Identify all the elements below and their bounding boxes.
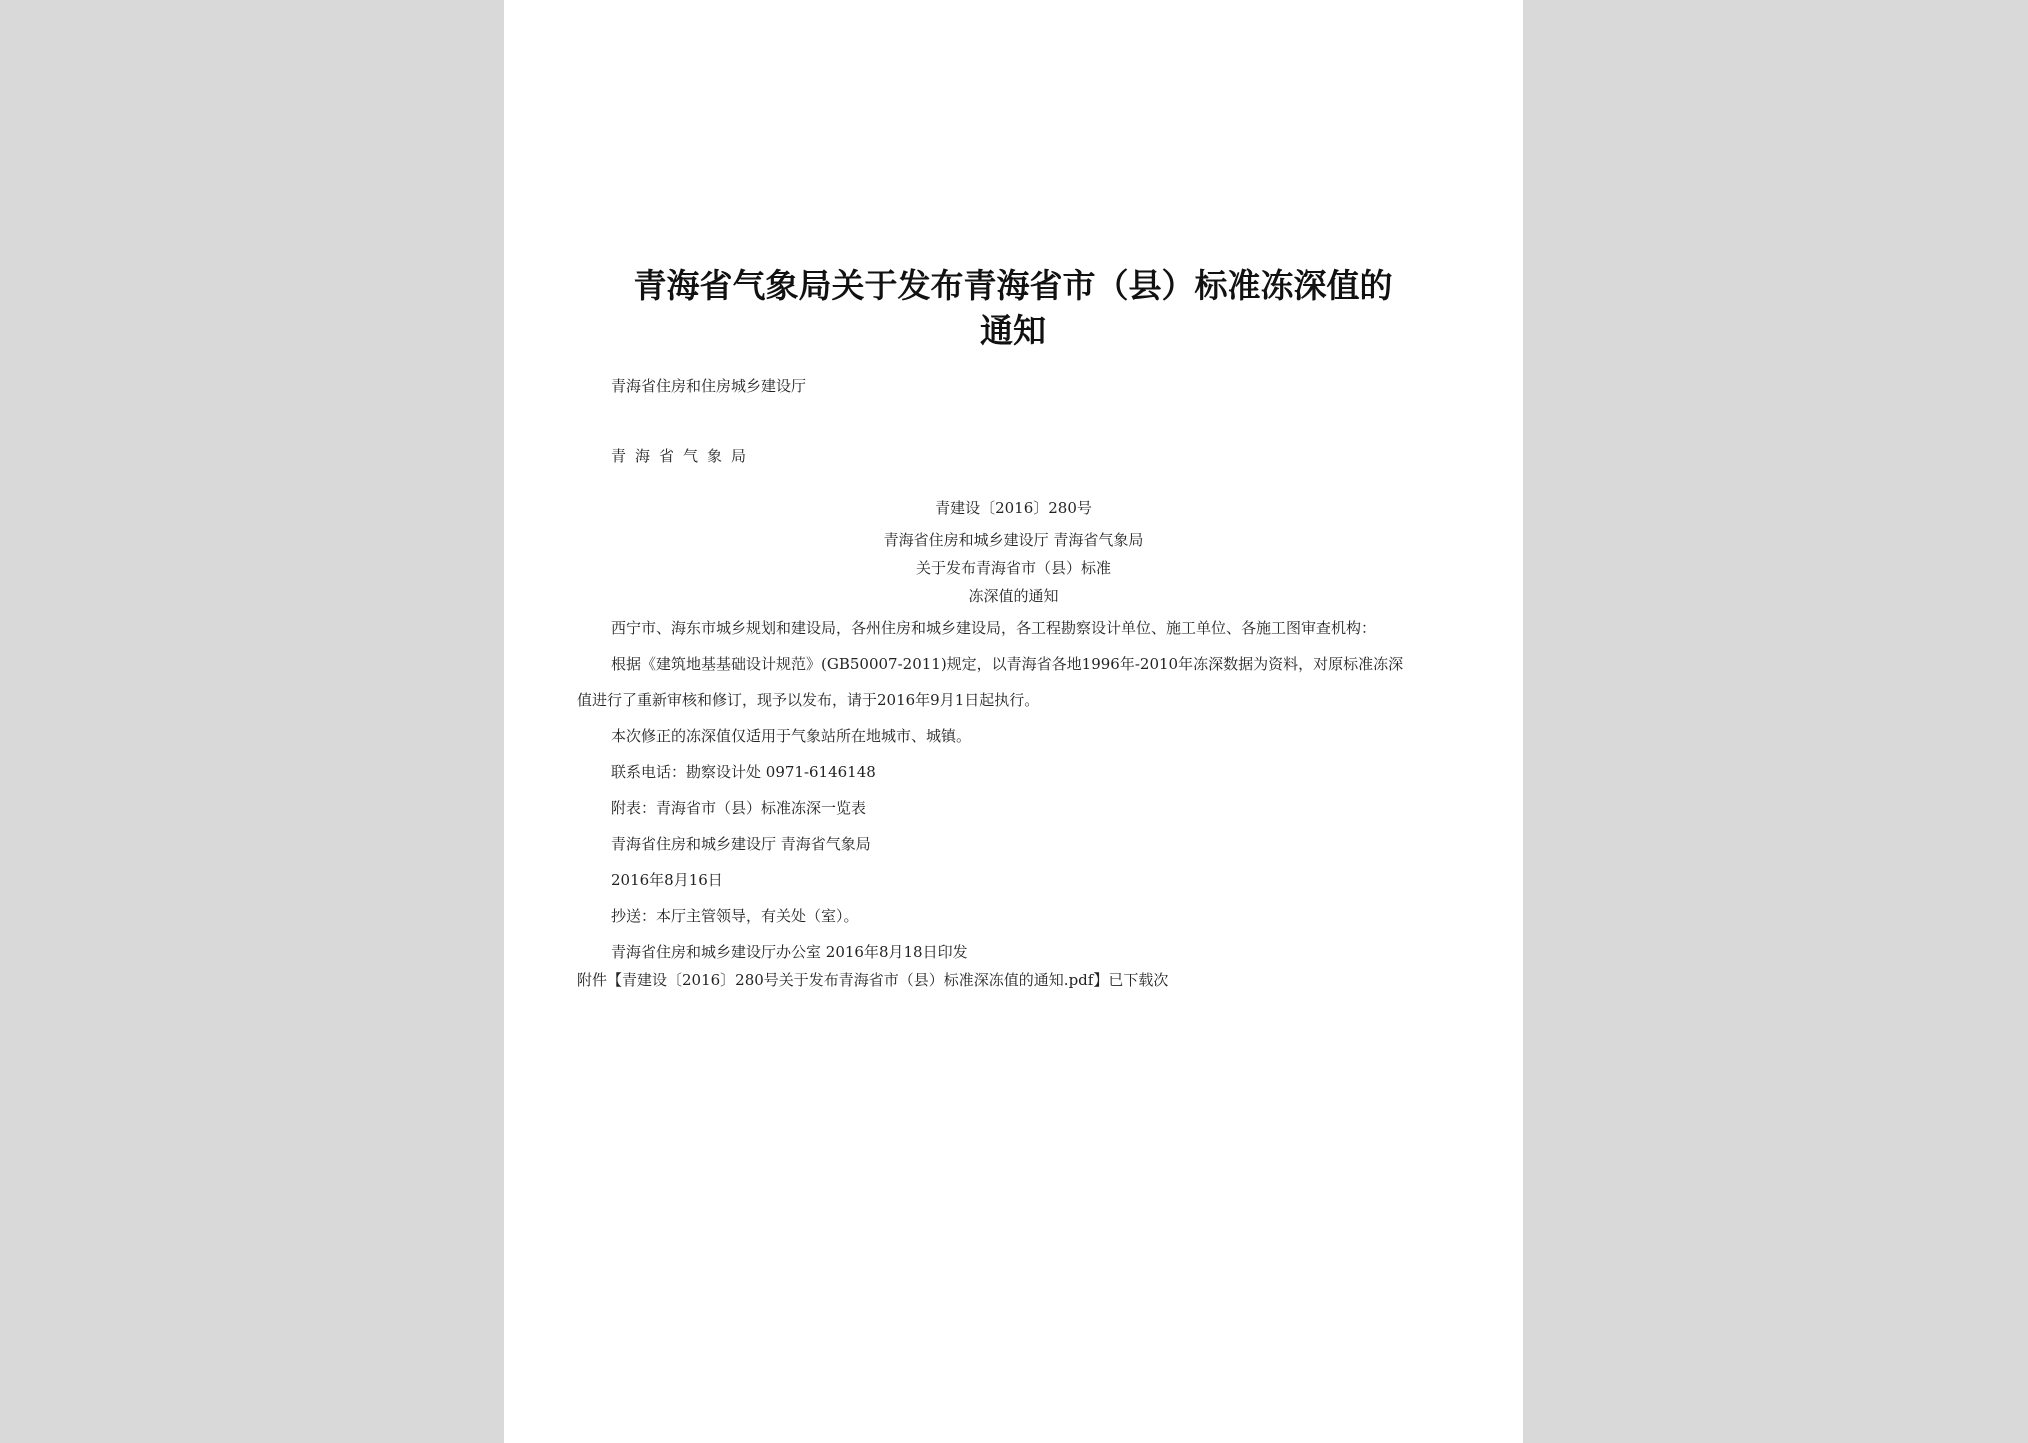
signatories: 青海省住房和城乡建设厅 青海省气象局 [611,835,871,853]
document-page [504,0,1523,1443]
document-title-line-1: 青海省气象局关于发布青海省市（县）标准冻深值的 [633,266,1393,305]
body-paragraph-2: 本次修正的冻深值仅适用于气象站所在地城市、城镇。 [611,727,972,745]
body-paragraph-1-line-2: 值进行了重新审核和修订，现予以发布，请于2016年9月1日起执行。 [577,691,1040,709]
recipients-line: 西宁市、海东市城乡规划和建设局，各州住房和城乡建设局，各工程勘察设计单位、施工单位、各施工图审查机构： [611,619,1377,637]
attachment-download-link[interactable]: 附件【青建设〔2016〕280号关于发布青海省市（县）标准深冻值的通知.pdf】已下载次 [577,971,1169,989]
contact-phone: 联系电话：勘察设计处 0971-6146148 [611,763,876,781]
notice-header-line-3: 冻深值的通知 [968,587,1059,605]
carbon-copy-line: 抄送：本厅主管领导，有关处（室）。 [611,907,859,925]
print-info-line: 青海省住房和城乡建设厅办公室 2016年8月18日印发 [611,943,968,961]
document-title-line-2: 通知 [980,311,1046,350]
signing-date: 2016年8月16日 [611,871,723,889]
attachment-table-note: 附表：青海省市（县）标准冻深一览表 [611,799,867,817]
notice-header-line-1: 青海省住房和城乡建设厅 青海省气象局 [883,531,1144,549]
document-number: 青建设〔2016〕280号 [935,499,1092,517]
issuer-meteorological-bureau: 青海省气象局 [611,447,756,465]
issuer-housing-department: 青海省住房和住房城乡建设厅 [611,377,807,395]
notice-header-line-2: 关于发布青海省市（县）标准 [915,559,1111,577]
body-paragraph-1-line-1: 根据《建筑地基基础设计规范》(GB50007-2011)规定，以青海省各地1996年-2010年冻深数据为资料，对原标准冻深 [611,655,1404,673]
